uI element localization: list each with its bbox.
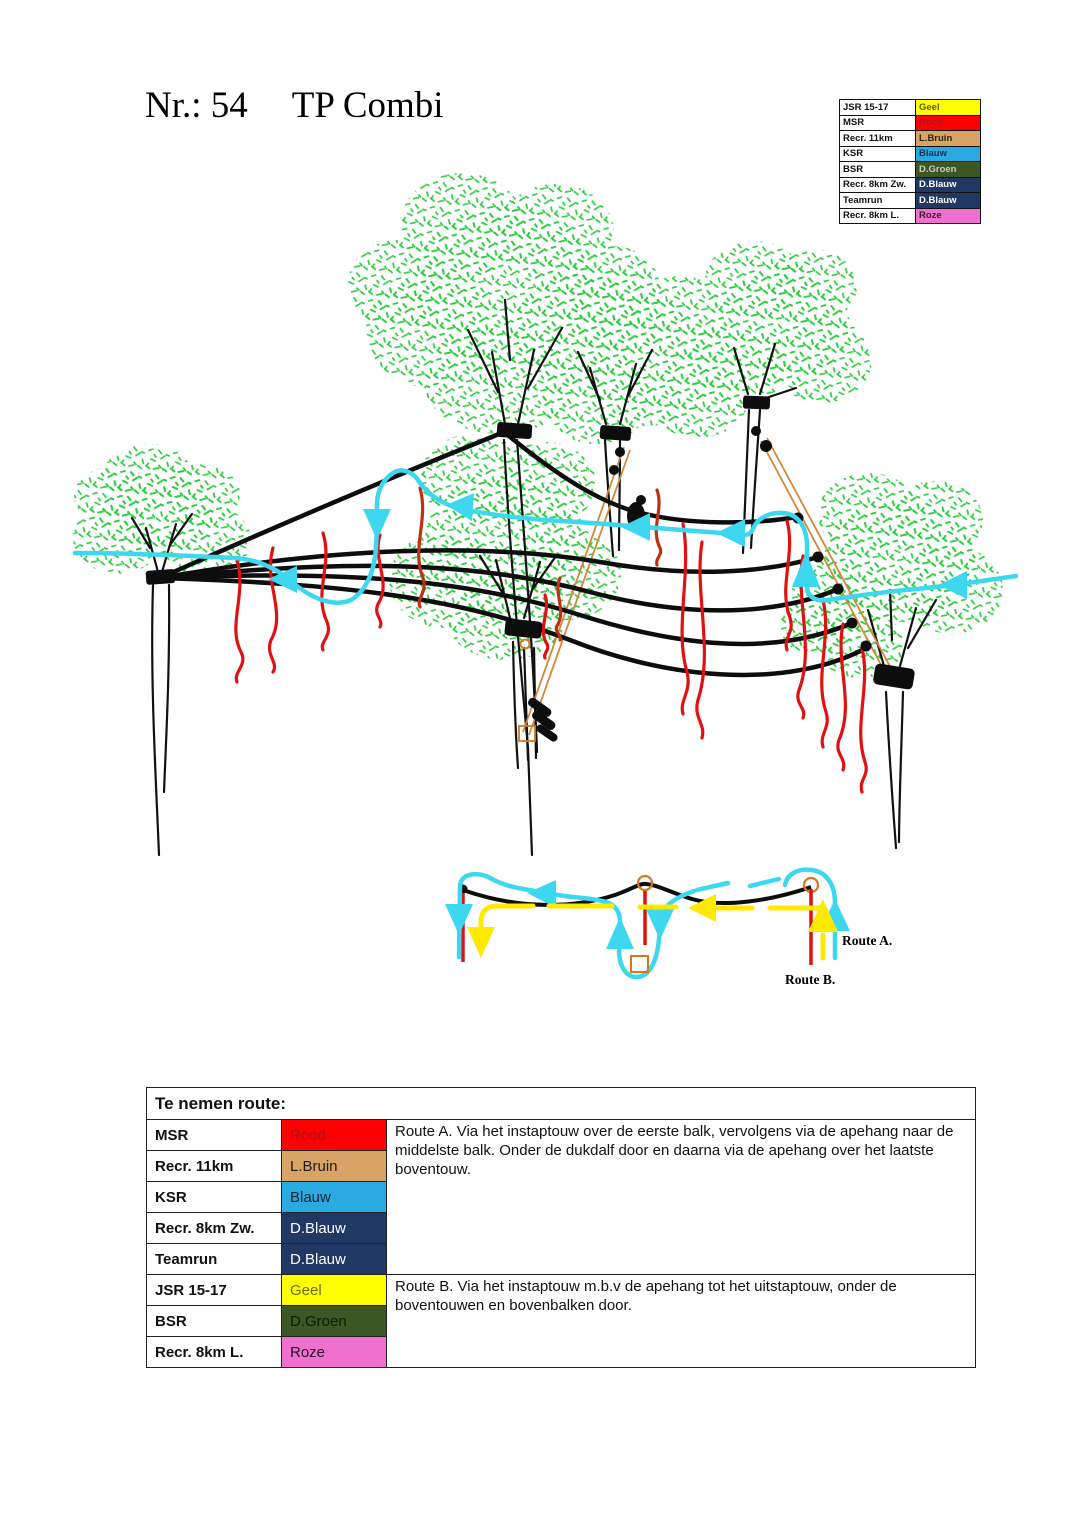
- route-row-label: KSR: [147, 1182, 282, 1213]
- route-row-swatch: Blauw: [282, 1182, 387, 1213]
- title-number: Nr.: 54: [145, 85, 248, 126]
- legend-swatch: Blauw: [916, 146, 981, 162]
- route-table-header-row: [147, 1088, 976, 1120]
- route-row-label: JSR 15-17: [147, 1275, 282, 1306]
- legend-label: BSR: [840, 162, 916, 178]
- route-a-description: Route A. Via het instaptouw over de eerste balk, vervolgens via de apehang naar de middelste balk. Onder de dukdalf door en daarna via de apehang over het laatste boventouw.: [387, 1120, 976, 1275]
- route-row-label: BSR: [147, 1306, 282, 1337]
- title-name: TP Combi: [291, 85, 444, 126]
- legend-label: Recr. 11km: [840, 131, 916, 147]
- tree-right-top-foliage: [684, 241, 872, 407]
- cyan-arrow: [363, 509, 391, 540]
- route-row-swatch: D.Groen: [282, 1306, 387, 1337]
- legend-label: Teamrun: [840, 193, 916, 209]
- cyan-arrow: [646, 909, 674, 940]
- legend-swatch: D.Blauw: [916, 177, 981, 193]
- legend-swatch: Roze: [916, 208, 981, 224]
- route-table: [146, 1087, 976, 1368]
- route-row-label: Teamrun: [147, 1244, 282, 1275]
- legend-swatch: Rood: [916, 115, 981, 131]
- route-row-swatch: D.Blauw: [282, 1244, 387, 1275]
- legend-swatch: L.Bruin: [916, 131, 981, 147]
- legend-label: Recr. 8km L.: [840, 208, 916, 224]
- schematic: [445, 870, 892, 987]
- route-row-label: Recr. 8km L.: [147, 1337, 282, 1368]
- route-row-swatch: Geel: [282, 1275, 387, 1306]
- route-row-swatch: Rood: [282, 1120, 387, 1151]
- legend-swatch: D.Groen: [916, 162, 981, 178]
- yellow-arrow: [467, 927, 495, 958]
- cyan-arrow: [606, 917, 634, 949]
- route-b-label: Route B.: [785, 972, 836, 987]
- schematic-square: [631, 956, 648, 972]
- route-row-label: Recr. 8km Zw.: [147, 1213, 282, 1244]
- route-table-header: Te nemen route:: [147, 1088, 976, 1120]
- route-row-label: Recr. 11km: [147, 1151, 282, 1182]
- route-a-label: Route A.: [842, 933, 893, 948]
- legend-label: MSR: [840, 115, 916, 131]
- legend-label: Recr. 8km Zw.: [840, 177, 916, 193]
- legend-label: JSR 15-17: [840, 100, 916, 116]
- route-row-swatch: Roze: [282, 1337, 387, 1368]
- table-row: [147, 1275, 976, 1306]
- legend-swatch: Geel: [916, 100, 981, 116]
- route-row-swatch: D.Blauw: [282, 1213, 387, 1244]
- legend-label: KSR: [840, 146, 916, 162]
- route-b-description: Route B. Via het instaptouw m.b.v de apehang tot het uitstaptouw, onder de boventouwen en bovenbalken door.: [387, 1275, 976, 1368]
- legend-swatch: D.Blauw: [916, 193, 981, 209]
- table-row: [147, 1120, 976, 1151]
- route-row-swatch: L.Bruin: [282, 1151, 387, 1182]
- route-row-label: MSR: [147, 1120, 282, 1151]
